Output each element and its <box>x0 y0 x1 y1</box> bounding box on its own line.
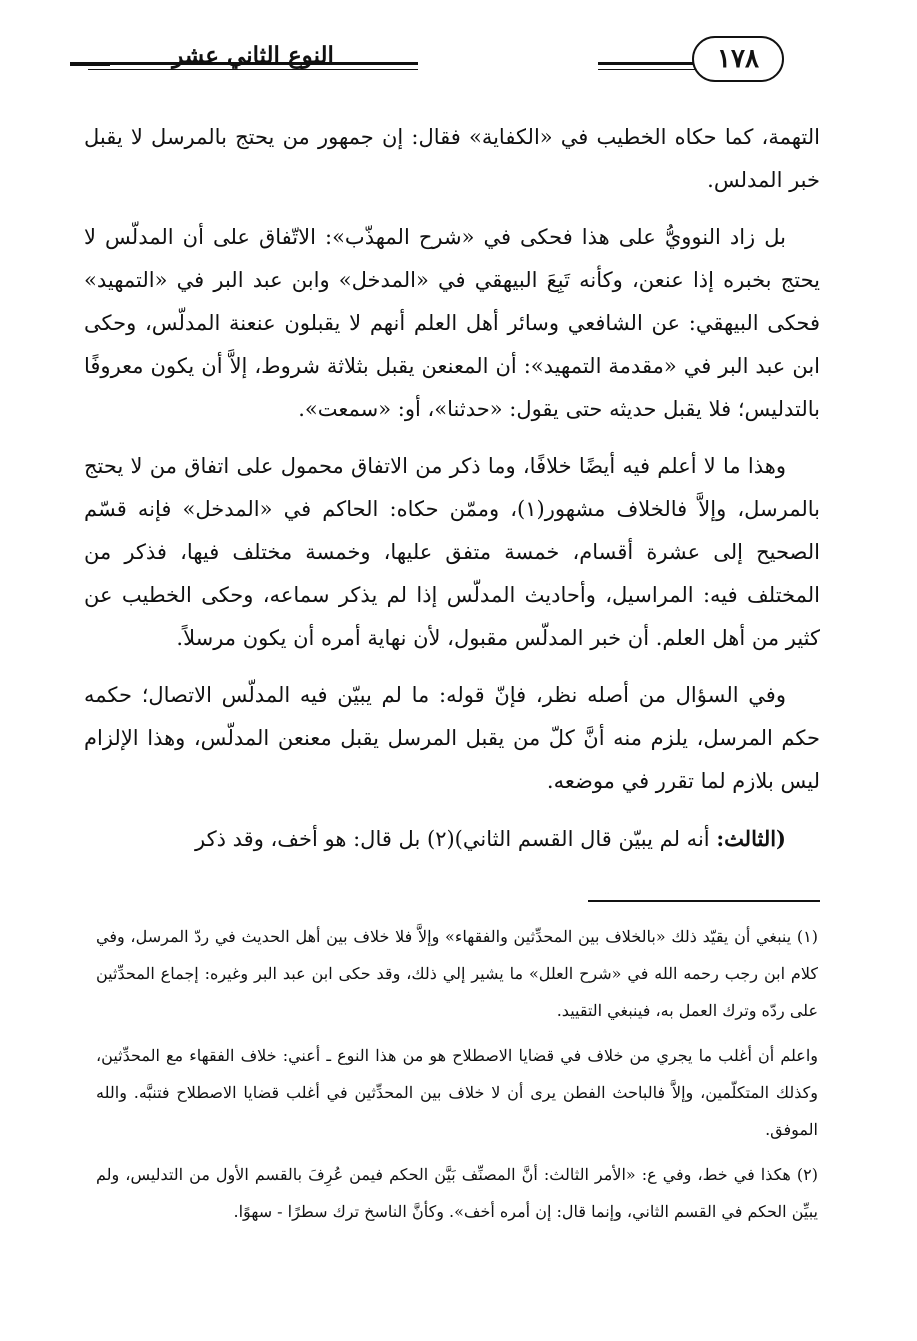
main-text <box>84 116 820 875</box>
footnote-1-continuation: واعلم أن أغلب ما يجري من خلاف في قضايا الاصطلاح هو من هذا النوع ـ أعني: خلاف الفقهاء مع المحدِّثين، وكذلك المتكلّمين، وإلاَّ فالباحث الفطن يرى أن لا خلاف بين المحدِّثين في أغلب قضايا الاصطلاح فتنبَّه. والله الموفق. <box>96 1046 818 1139</box>
footnote-separator <box>588 900 820 902</box>
page-header <box>78 26 824 90</box>
footnote-1: (١) ينبغي أن يقيّد ذلك «بالخلاف بين المحدِّثين والفقهاء» وإلاَّ فلا خلاف بين أهل الحديث في ردّ المرسل، وفي كلام ابن رجب رحمه الله في «شرح العلل» ما يشير إلي ذلك، وقد حكى ابن عبد البر وغيره: إجماع المحدِّثين على ردّه وترك العمل به، فينبغي التقييد. <box>96 927 818 1020</box>
paragraph-3: وهذا ما لا أعلم فيه أيضًا خلافًا، وما ذكر من الاتفاق محمول على اتفاق من لا يحتج بالمرسل، وإلاَّ فالخلاف مشهور(١)، وممّن حكاه: الحاكم في «المدخل» فإنه قسّم الصحيح إلى عشرة أقسام، خمسة متفق عليها، وخمسة مختلف فيها، فذكر من المختلف فيه: المراسيل، وأحاديث المدلّس إذا لم يذكر سماعه، وحكى الخطيب عن كثير من أهل العلم. أن خبر المدلّس مقبول، لأن نهاية أمره أن يكون مرسلاً. <box>84 454 820 650</box>
paragraph-5-text: أنه لم يبيّن قال القسم الثاني)(٢) بل قال: هو أخف، وقد ذكر <box>195 827 717 851</box>
footnote-2: (٢) هكذا في خط، وفي ع: «الأمر الثالث: أنَّ المصنِّف بَيَّن الحكم فيمن عُرِفَ بالقسم الأول من التدليس، ولم يبيِّن الحكم في القسم الثاني، وإنما قال: إن أمره أخف». وكأنَّ الناسخ ترك سطرًا - سهوًا. <box>96 1165 818 1221</box>
paragraph-4: وفي السؤال من أصله نظر، فإنّ قوله: ما لم يبيّن فيه المدلّس الاتصال؛ حكمه حكم المرسل، يلزم منه أنَّ كلّ من يقبل المرسل يقبل معنعن المدلّس، وهذا الإلزام ليس بلازم لما تقرر في موضعه. <box>84 683 820 793</box>
page-number: ١٧٨ <box>692 36 784 82</box>
running-title: النوع الثاني عشر <box>172 42 334 69</box>
paragraph-5 <box>84 817 820 861</box>
footnotes <box>96 918 818 1238</box>
paragraph-1: التهمة، كما حكاه الخطيب في «الكفاية» فقال: إن جمهور من يحتج بالمرسل لا يقبل خبر المدلس. <box>84 125 820 192</box>
paragraph-5-heading: (الثالث: <box>716 826 786 851</box>
paragraph-2: بل زاد النوويُّ على هذا فحكى في «شرح المهذّب»: الاتّفاق على أن المدلّس لا يحتج بخبره إذا عنعن، وكأنه تَبِعَ البيهقي في «المدخل» وابن عبد البر في «التمهيد» فحكى البيهقي: عن الشافعي وسائر أهل العلم أنهم لا يقبلون عنعنة المدلّس، وحكى ابن عبد البر في «مقدمة التمهيد»: أن المعنعن يقبل بثلاثة شروط، إلاَّ أن يكون معروفًا بالتدليس؛ فلا يقبل حديثه حتى يقول: «حدثنا»، أو: «سمعت». <box>84 225 820 421</box>
